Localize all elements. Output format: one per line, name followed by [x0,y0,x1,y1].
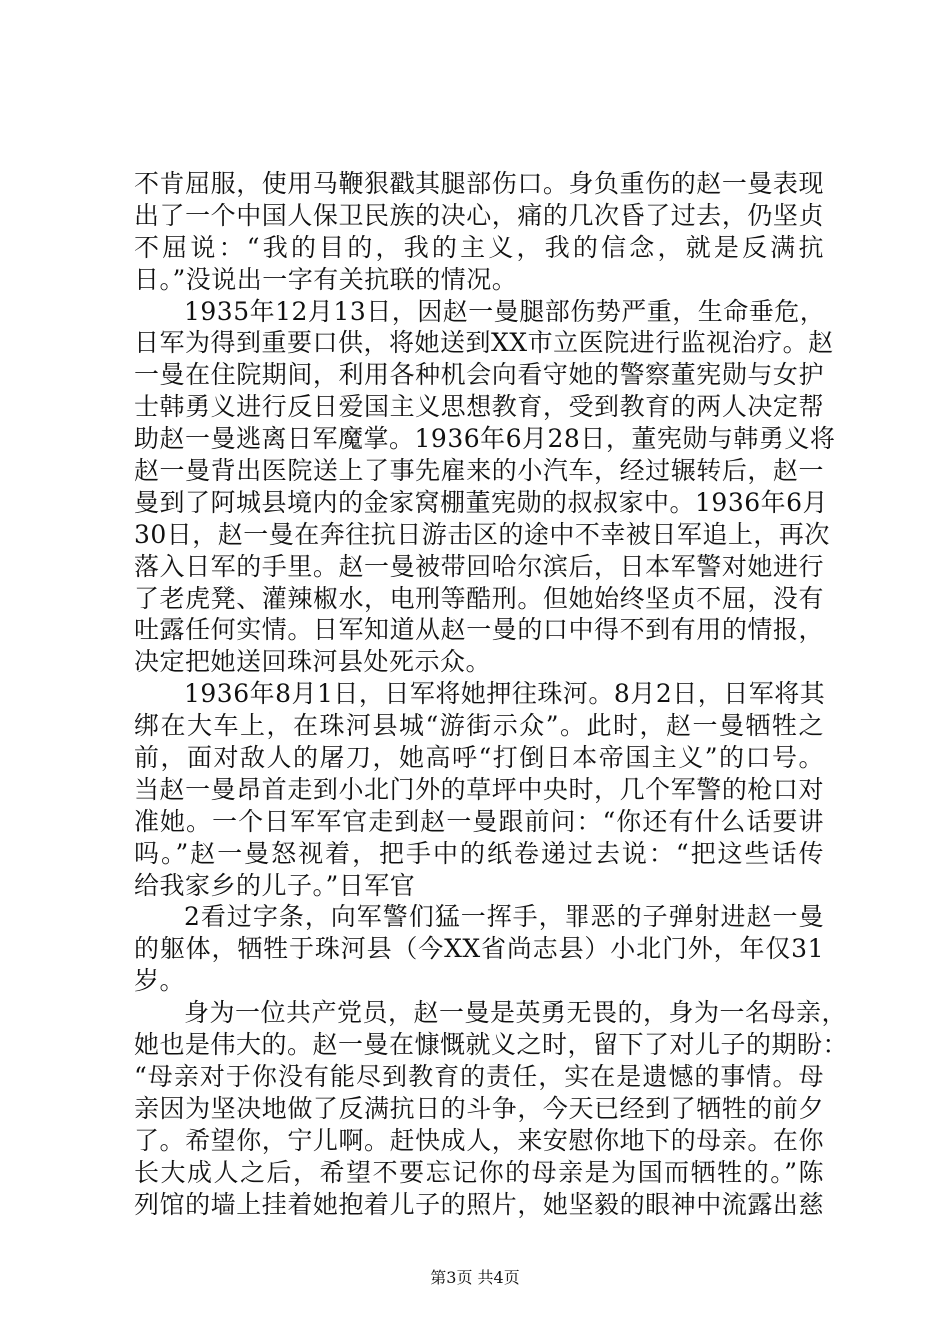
paragraph-start-line: 1935年12月13日，因赵一曼腿部伤势严重，生命垂危， [184,296,826,326]
page-number-footer: 第3页 共4页 [430,1268,520,1287]
body-text [134,168,849,1220]
text-line: 不屈说：“我的目的，我的主义，我的信念，就是反满抗 [134,232,824,262]
text-line: 落入日军的手里。赵一曼被带回哈尔滨后，日本军警对她进行 [134,551,824,581]
text-line: 士韩勇义进行反日爱国主义思想教育，受到教育的两人决定帮 [134,392,824,422]
text-line: 当赵一曼昂首走到小北门外的草坪中央时，几个军警的枪口对 [134,774,824,804]
text-line: 前，面对敌人的屠刀，她高呼“打倒日本帝国主义”的口号。 [134,743,824,773]
text-line: 了老虎凳、灌辣椒水，电刑等酷刑。但她始终坚贞不屈，没有 [134,583,824,613]
text-line: 一曼在住院期间，利用各种机会向看守她的警察董宪勋与女护 [134,360,824,390]
text-line: 出了一个中国人保卫民族的决心，痛的几次昏了过去，仍坚贞 [134,200,824,230]
text-line: 决定把她送回珠河县处死示众。 [134,647,492,677]
text-line: 绑在大车上，在珠河县城“游街示众”。此时，赵一曼牺牲之 [134,711,824,741]
text-line: 吐露任何实情。日军知道从赵一曼的口中得不到有用的情报， [134,615,824,645]
text-line: 吗。”赵一曼怒视着，把手中的纸卷递过去说：“把这些话传 [134,838,824,868]
text-line: 列馆的墙上挂着她抱着儿子的照片，她坚毅的眼神中流露出慈 [134,1189,824,1219]
text-line: 岁。 [134,966,186,996]
text-line: “母亲对于你没有能尽到教育的责任，实在是遗憾的事情。母 [134,1061,824,1091]
text-line: 日军为得到重要口供，将她送到XX市立医院进行监视治疗。赵 [134,328,834,358]
text-line: 准她。一个日军军官走到赵一曼跟前问：“你还有什么话要讲 [134,806,824,836]
paragraph-start-line: 身为一位共产党员，赵一曼是英勇无畏的，身为一名母亲， [184,998,848,1028]
text-line: 亲因为坚决地做了反满抗日的斗争，今天已经到了牺牲的前夕 [134,1093,824,1123]
paragraph-start-line: 1936年8月1日，日军将她押往珠河。8月2日，日军将其 [184,679,826,709]
text-line: 长大成人之后，希望不要忘记你的母亲是为国而牺牲的。”陈 [134,1157,824,1187]
text-line: 不肯屈服，使用马鞭狠戳其腿部伤口。身负重伤的赵一曼表现 [134,169,824,198]
text-line: 助赵一曼逃离日军魔掌。1936年6月28日，董宪勋与韩勇义将 [134,424,836,454]
text-line: 日。”没说出一字有关抗联的情况。 [134,264,518,294]
paragraph-start-line: 2看过字条，向军警们猛一挥手，罪恶的子弹射进赵一曼 [184,902,824,932]
text-line: 给我家乡的儿子。”日军官 [134,870,416,900]
text-line: 了。希望你，宁儿啊。赶快成人，来安慰你地下的母亲。在你 [134,1125,824,1155]
text-line: 赵一曼背出医院送上了事先雇来的小汽车，经过辗转后，赵一 [134,456,824,486]
text-line: 的躯体，牺牲于珠河县（今XX省尚志县）小北门外，年仅31 [134,934,824,964]
text-line: 她也是伟大的。赵一曼在慷慨就义之时，留下了对儿子的期盼： [134,1030,849,1060]
text-line: 曼到了阿城县境内的金家窝棚董宪勋的叔叔家中。1936年6月 [134,487,829,517]
text-line: 30日，赵一曼在奔往抗日游击区的途中不幸被日军追上，再次 [134,519,830,549]
